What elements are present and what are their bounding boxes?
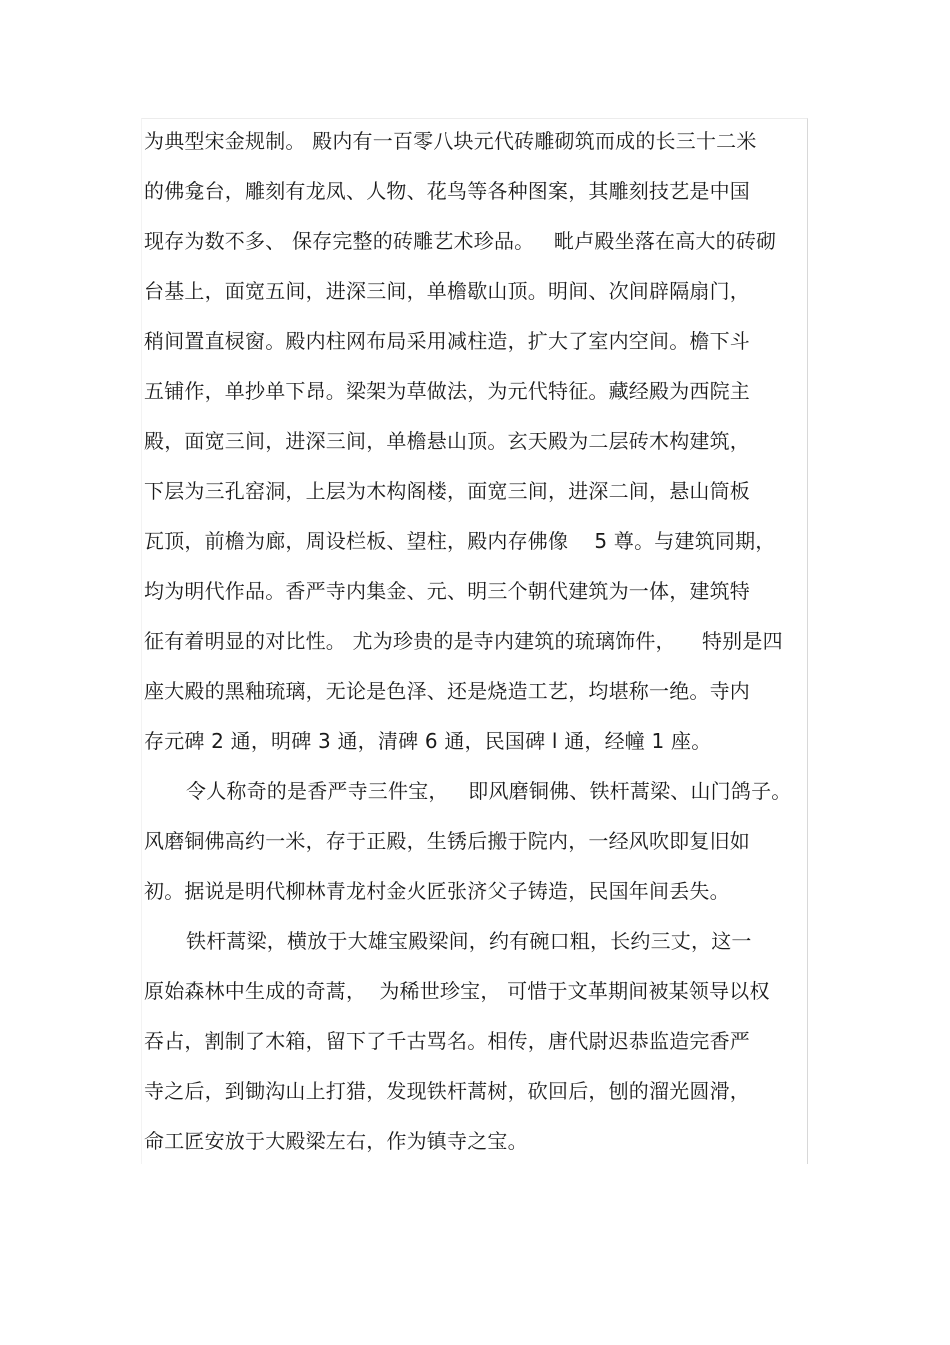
text-line: 原始森林中生成的奇蒿， 为稀世珍宝， 可惜于文革期间被某领导以权 bbox=[144, 979, 770, 1003]
text-line: 命工匠安放于大殿梁左右，作为镇寺之宝。 bbox=[144, 1129, 528, 1153]
text-line: 初。据说是明代柳林青龙村金火匠张济父子铸造，民国年间丢失。 bbox=[144, 879, 730, 903]
text-line: 存元碑 2 通，明碑 3 通，清碑 6 通，民国碑 l 通，经幢 1 座。 bbox=[144, 729, 712, 753]
text-line: 均为明代作品。香严寺内集金、元、明三个朝代建筑为一体，建筑特 bbox=[144, 579, 750, 603]
paragraph-start-line: 铁杆蒿梁，横放于大雄宝殿梁间，约有碗口粗，长约三丈，这一 bbox=[186, 929, 752, 953]
text-line: 殿，面宽三间，进深三间，单檐悬山顶。玄天殿为二层砖木构建筑， bbox=[144, 429, 750, 453]
text-line: 座大殿的黑釉琉璃，无论是色泽、还是烧造工艺，均堪称一绝。寺内 bbox=[144, 679, 750, 703]
text-line: 风磨铜佛高约一米，存于正殿，生锈后搬于院内，一经风吹即复旧如 bbox=[144, 829, 750, 853]
text-line: 的佛龛台，雕刻有龙凤、人物、花鸟等各种图案，其雕刻技艺是中国 bbox=[144, 179, 750, 203]
text-line: 瓦顶，前檐为廊，周设栏板、望柱，殿内存佛像 5 尊。与建筑同期， bbox=[144, 529, 776, 553]
text-line: 稍间置直棂窗。殿内柱网布局采用减柱造，扩大了室内空间。檐下斗 bbox=[144, 329, 750, 353]
text-line: 吞占，割制了木箱，留下了千古骂名。相传，唐代尉迟恭监造完香严 bbox=[144, 1029, 750, 1053]
text-line: 为典型宋金规制。 殿内有一百零八块元代砖雕砌筑而成的长三十二米 bbox=[144, 129, 757, 153]
paragraph-start-line: 令人称奇的是香严寺三件宝， 即风磨铜佛、铁杆蒿梁、山门鸽子。 bbox=[186, 779, 792, 803]
text-line: 现存为数不多、 保存完整的砖雕艺术珍品。 毗卢殿坐落在高大的砖砌 bbox=[144, 229, 777, 253]
text-line: 征有着明显的对比性。 尤为珍贵的是寺内建筑的琉璃饰件， 特别是四 bbox=[144, 629, 783, 653]
text-line: 下层为三孔窑洞，上层为木构阁楼，面宽三间，进深二间，悬山筒板 bbox=[144, 479, 750, 503]
text-line: 台基上，面宽五间，进深三间，单檐歇山顶。明间、次间辟隔扇门， bbox=[144, 279, 750, 303]
text-line: 寺之后，到锄沟山上打猎，发现铁杆蒿树，砍回后，刨的溜光圆滑， bbox=[144, 1079, 750, 1103]
text-line: 五铺作，单抄单下昂。梁架为草做法，为元代特征。藏经殿为西院主 bbox=[144, 379, 750, 403]
